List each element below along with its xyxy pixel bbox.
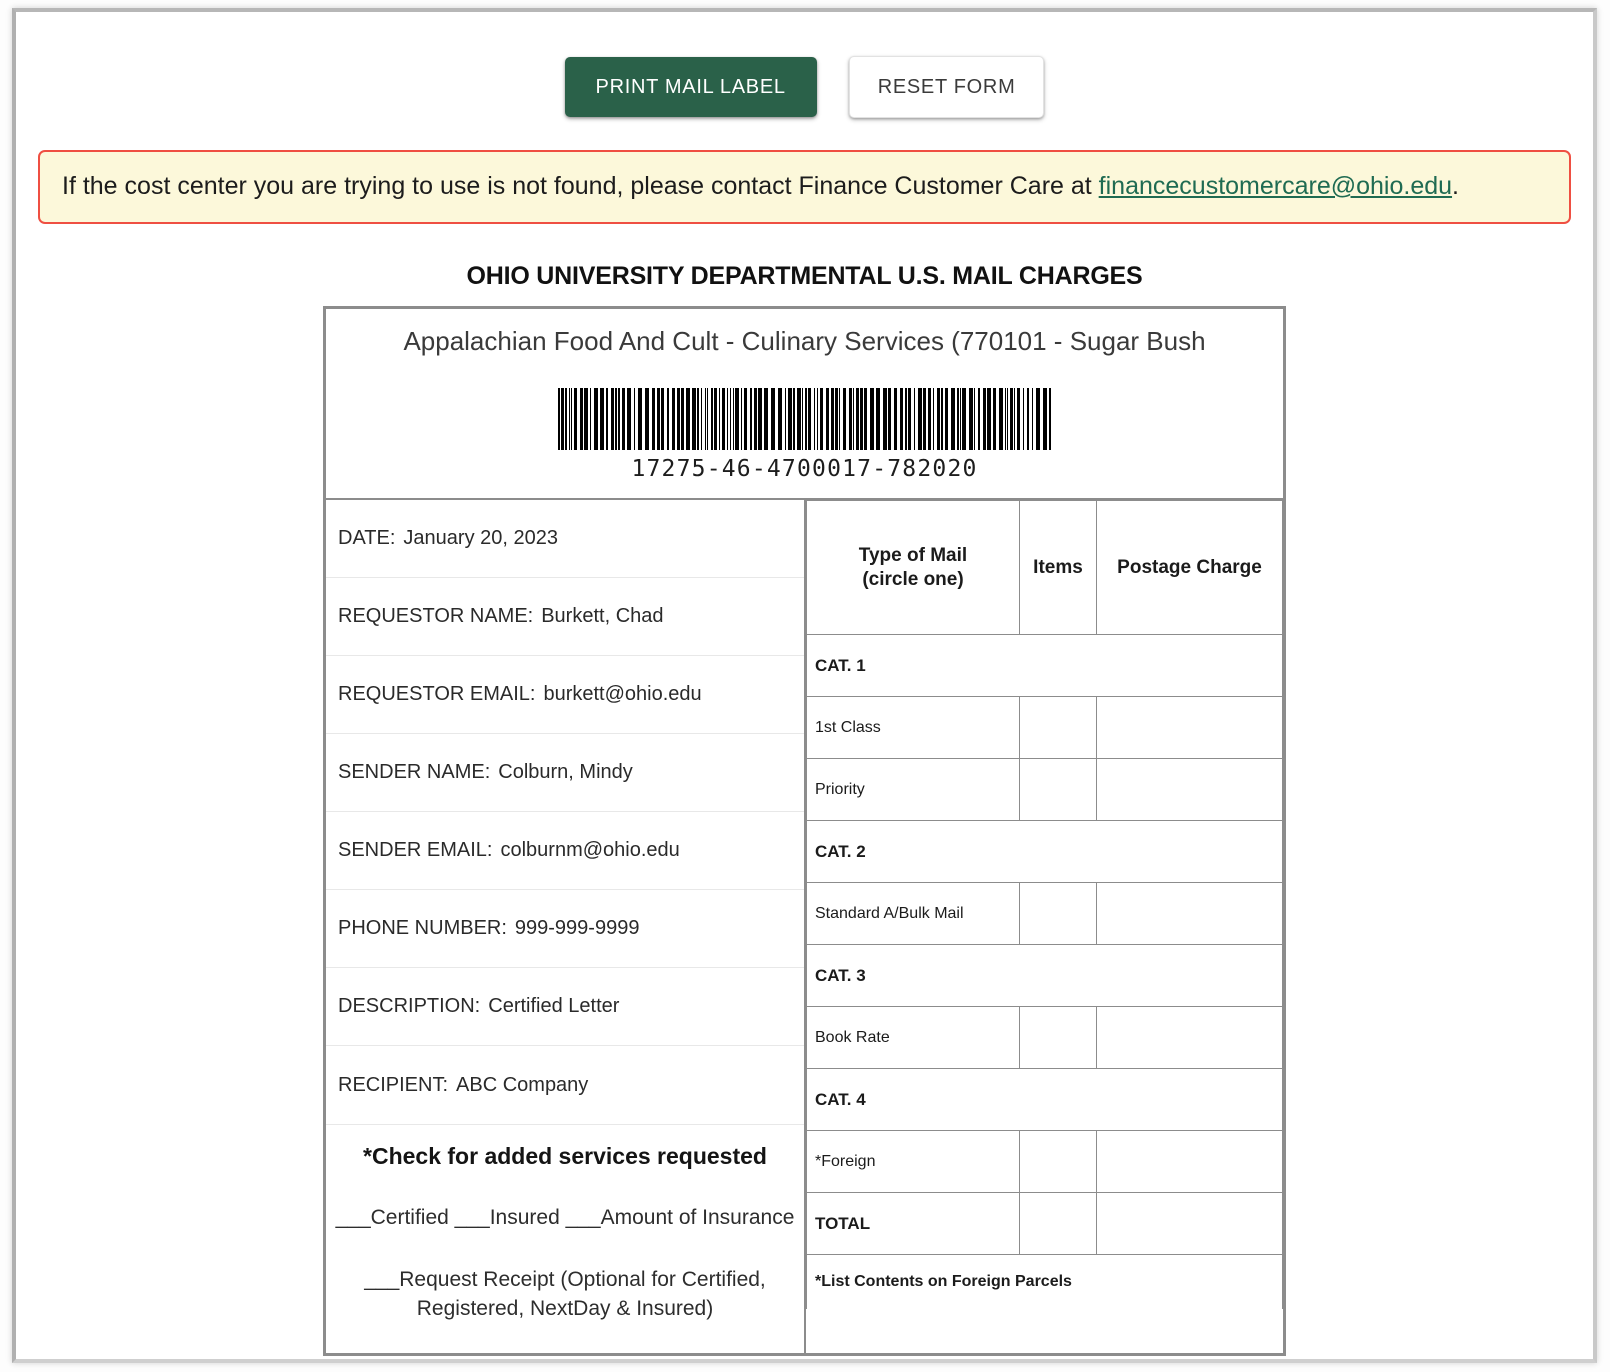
table-row <box>807 1069 1283 1131</box>
print-mail-label-button[interactable]: PRINT MAIL LABEL <box>565 57 817 117</box>
category-label: CAT. 4 <box>807 1069 1283 1131</box>
items-cell[interactable] <box>1020 1007 1097 1069</box>
field-row <box>326 734 804 812</box>
items-cell[interactable] <box>1020 1131 1097 1193</box>
items-cell[interactable] <box>1020 883 1097 945</box>
items-cell[interactable] <box>1020 759 1097 821</box>
postage-charge-cell[interactable] <box>1097 1131 1283 1193</box>
table-row <box>807 697 1283 759</box>
mail-type-label: *Foreign <box>807 1131 1020 1193</box>
field-value: Colburn, Mindy <box>498 761 633 783</box>
added-services-title: *Check for added services requested <box>363 1143 767 1169</box>
header-postage-charge: Postage Charge <box>1097 501 1283 635</box>
table-row <box>807 1193 1283 1255</box>
mail-type-label: Book Rate <box>807 1007 1020 1069</box>
field-label: SENDER EMAIL: <box>338 839 493 861</box>
header-type-of-mail <box>807 501 1020 635</box>
field-row <box>326 578 804 656</box>
field-value: Certified Letter <box>488 995 620 1017</box>
form-body <box>326 498 1283 1353</box>
form-title: OHIO UNIVERSITY DEPARTMENTAL U.S. MAIL CHARGES <box>466 262 1143 290</box>
table-row <box>807 635 1283 697</box>
postage-charge-cell[interactable] <box>1097 1193 1283 1255</box>
toolbar <box>16 12 1593 126</box>
barcode-number: 17275-46-4700017-782020 <box>631 456 978 482</box>
field-row <box>326 890 804 968</box>
mail-type-label: Priority <box>807 759 1020 821</box>
form-fields-column <box>326 500 806 1353</box>
field-value: ABC Company <box>456 1073 589 1096</box>
barcode-image <box>558 388 1052 450</box>
table-row <box>807 1131 1283 1193</box>
field-row <box>326 1046 804 1124</box>
header-type-line-1: Type of Mail <box>858 544 968 566</box>
added-services-line-2: ___Request Receipt (Optional for Certified, Registered, NextDay & Insured) <box>364 1268 766 1320</box>
field-label: RECIPIENT: <box>338 1073 449 1096</box>
field-value: 999-999-9999 <box>514 917 640 939</box>
postage-charge-cell[interactable] <box>1097 697 1283 759</box>
category-label: CAT. 2 <box>807 821 1283 883</box>
header-items: Items <box>1020 501 1097 635</box>
alert-text-before: If the cost center you are trying to use is not found, please contact Finance Customer Care at <box>62 172 1099 200</box>
category-label: CAT. 3 <box>807 945 1283 1007</box>
postage-charge-cell[interactable] <box>1097 759 1283 821</box>
field-row <box>326 500 804 578</box>
field-row <box>326 812 804 890</box>
field-value: January 20, 2023 <box>403 527 558 549</box>
field-value: Burkett, Chad <box>541 605 664 627</box>
postage-charge-cell[interactable] <box>1097 1007 1283 1069</box>
field-label: SENDER NAME: <box>338 761 491 783</box>
mail-charges-table <box>806 500 1283 1309</box>
table-row <box>807 883 1283 945</box>
mail-type-table-column <box>806 500 1283 1353</box>
table-footnote: *List Contents on Foreign Parcels <box>807 1255 1283 1310</box>
field-value: colburnm@ohio.edu <box>500 839 680 861</box>
alert-text-after: . <box>1452 172 1459 200</box>
field-label: DESCRIPTION: <box>338 995 481 1017</box>
cost-center-value: Appalachian Food And Cult - Culinary Services (770101 - Sugar Bush <box>403 326 1206 356</box>
items-cell[interactable] <box>1020 1193 1097 1255</box>
table-row <box>807 1007 1283 1069</box>
mail-type-label: 1st Class <box>807 697 1020 759</box>
barcode-area <box>326 370 1283 498</box>
reset-form-button[interactable]: RESET FORM <box>849 56 1045 118</box>
field-row <box>326 968 804 1046</box>
items-cell[interactable] <box>1020 697 1097 759</box>
mail-type-label: Standard A/Bulk Mail <box>807 883 1020 945</box>
field-label: PHONE NUMBER: <box>338 917 507 939</box>
field-label: REQUESTOR EMAIL: <box>338 683 536 705</box>
table-row <box>807 945 1283 1007</box>
mail-type-label: TOTAL <box>807 1193 1020 1255</box>
added-services-section <box>326 1124 804 1353</box>
table-footnote-row <box>807 1255 1283 1310</box>
postage-charge-cell[interactable] <box>1097 883 1283 945</box>
header-type-line-2: (circle one) <box>862 568 964 590</box>
field-label: DATE: <box>338 527 396 549</box>
mail-charges-form <box>16 262 1593 1356</box>
table-row <box>807 821 1283 883</box>
table-header-row <box>807 501 1283 635</box>
field-value: burkett@ohio.edu <box>543 683 702 705</box>
finance-customer-care-email-link[interactable]: financecustomercare@ohio.edu <box>1098 172 1453 200</box>
form-box <box>323 306 1286 1356</box>
table-row <box>807 759 1283 821</box>
category-label: CAT. 1 <box>807 635 1283 697</box>
cost-center-alert <box>38 150 1571 224</box>
field-row <box>326 656 804 734</box>
added-services-line-1: ___Certified ___Insured ___Amount of Insurance <box>335 1206 795 1229</box>
field-label: REQUESTOR NAME: <box>338 605 534 627</box>
page-content <box>16 12 1593 1359</box>
